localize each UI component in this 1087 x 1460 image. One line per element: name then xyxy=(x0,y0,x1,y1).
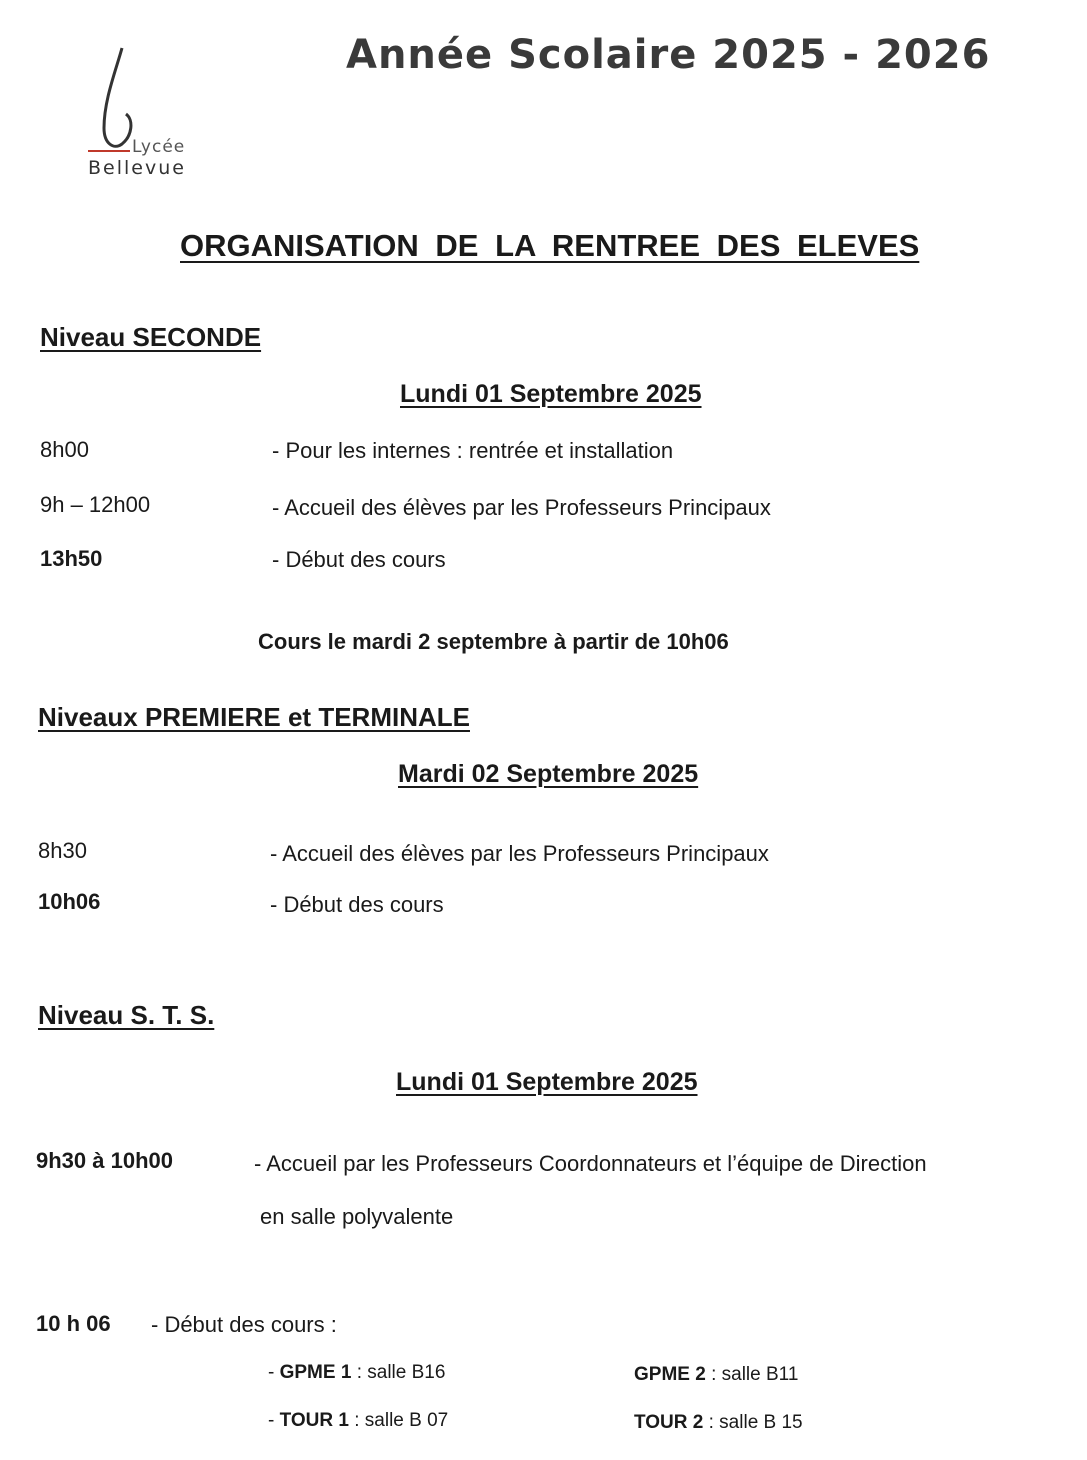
time-label: 13h50 xyxy=(40,546,103,571)
room-name: : salle B 15 xyxy=(703,1412,803,1433)
section-heading-premiere-terminale: Niveaux PREMIERE et TERMINALE xyxy=(38,702,470,732)
schedule-description-continued: en salle polyvalente xyxy=(260,1204,454,1229)
section-heading-sts: Niveau S. T. S. xyxy=(38,1000,215,1030)
room-assignment xyxy=(634,1412,803,1434)
time-label: 9h30 à 10h00 xyxy=(36,1148,173,1173)
time-label: 8h30 xyxy=(38,838,87,863)
room-prefix: - xyxy=(268,1410,280,1431)
school-year-title: Année Scolaire 2025 - 2026 xyxy=(346,32,991,78)
date-premiere: Mardi 02 Septembre 2025 xyxy=(398,760,699,788)
schedule-description: - Début des cours : xyxy=(151,1312,337,1337)
class-name: GPME 1 xyxy=(279,1362,352,1383)
schedule-description: - Accueil par les Professeurs Coordonnateurs et l’équipe de Direction xyxy=(254,1151,927,1176)
schedule-description: - Accueil des élèves par les Professeurs Principaux xyxy=(272,495,771,520)
time-label: 10h06 xyxy=(38,889,101,914)
room-name: : salle B 07 xyxy=(348,1410,449,1431)
seconde-note: Cours le mardi 2 septembre à partir de 10h06 xyxy=(258,629,729,654)
time-label: 8h00 xyxy=(40,437,89,462)
logo-red-line xyxy=(88,150,130,152)
logo-lycee-text: Lycée xyxy=(132,137,186,157)
section-heading-seconde: Niveau SECONDE xyxy=(40,322,262,352)
class-name: GPME 2 xyxy=(634,1364,706,1385)
schedule-description: - Début des cours xyxy=(272,547,446,572)
room-name: : salle B11 xyxy=(705,1364,799,1385)
class-name: TOUR 1 xyxy=(279,1410,349,1431)
schedule-description: - Accueil des élèves par les Professeurs Principaux xyxy=(270,841,769,866)
class-name: TOUR 2 xyxy=(634,1412,704,1433)
document-title: ORGANISATION DE LA RENTREE DES ELEVES xyxy=(180,228,920,263)
room-prefix: - xyxy=(268,1362,280,1383)
time-label: 9h – 12h00 xyxy=(40,492,151,517)
room-name: : salle B16 xyxy=(351,1362,446,1383)
date-seconde: Lundi 01 Septembre 2025 xyxy=(400,380,702,408)
room-assignment xyxy=(268,1410,448,1432)
time-label: 10 h 06 xyxy=(36,1311,111,1336)
room-assignment xyxy=(268,1362,445,1384)
room-assignment xyxy=(634,1364,798,1386)
logo-bellevue-text: Bellevue xyxy=(88,157,186,179)
schedule-description: - Pour les internes : rentrée et installation xyxy=(272,438,674,463)
date-sts: Lundi 01 Septembre 2025 xyxy=(396,1068,698,1096)
schedule-description: - Début des cours xyxy=(270,892,444,917)
